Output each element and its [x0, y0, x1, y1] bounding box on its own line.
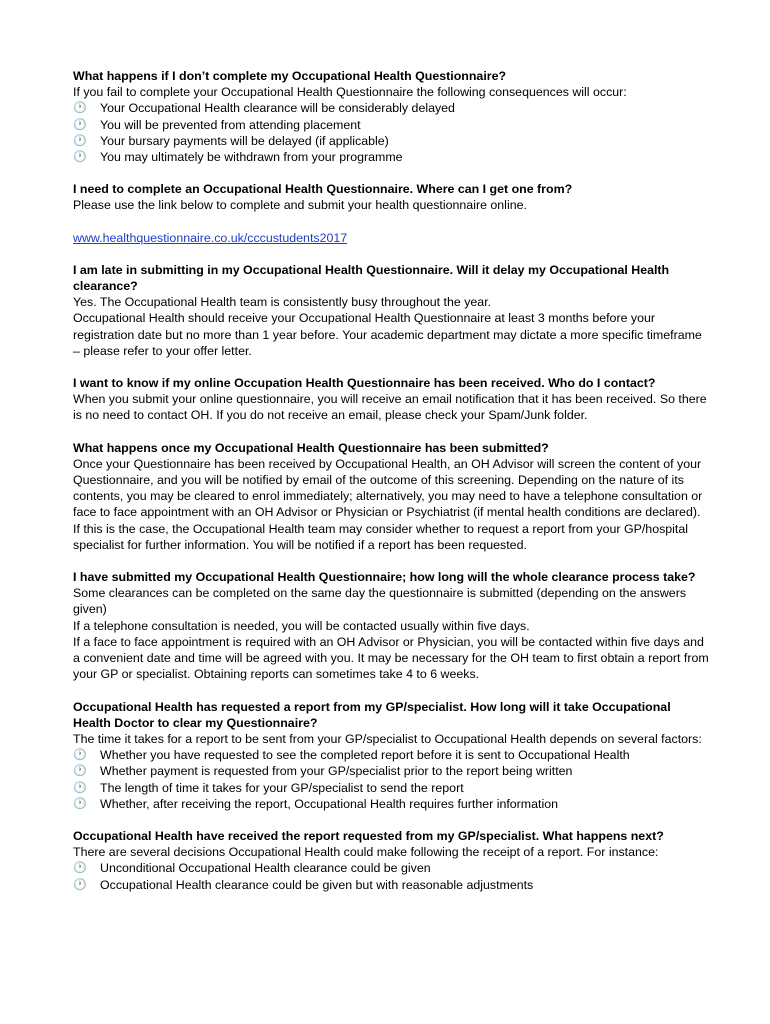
list-item: 🕐 The length of time it takes for your GP/specialist to send the report	[73, 780, 464, 795]
faq-question: I want to know if my online Occupation Health Questionnaire has been received. Who do I contact?	[73, 376, 656, 391]
faq-answer-intro: If you fail to complete your Occupational Health Questionnaire the following consequences will occur:	[73, 85, 627, 100]
list-item: 🕐 Occupational Health clearance could be given but with reasonable adjustments	[73, 877, 534, 892]
list-item: 🕐 Whether, after receiving the report, Occupational Health requires further information	[73, 796, 558, 811]
clock-icon: 🕐	[73, 877, 87, 891]
clock-icon: 🕐	[73, 764, 87, 778]
list-item: 🕐 Whether you have requested to see the completed report before it is sent to Occupational Health	[73, 748, 630, 763]
faq-answer-intro: The time it takes for a report to be sent from your GP/specialist to Occupational Health depends on several factors:	[73, 731, 702, 746]
clock-icon: 🕐	[73, 101, 87, 115]
questionnaire-link-row	[73, 230, 710, 246]
clock-icon: 🕐	[73, 150, 87, 164]
faq-question: What happens once my Occupational Health Questionnaire has been submitted?	[73, 440, 549, 455]
faq-question: Occupational Health have received the report requested from my GP/specialist. What happens next?	[73, 828, 664, 843]
faq-question: What happens if I don’t complete my Occupational Health Questionnaire?	[73, 69, 507, 83]
faq-answer: Occupational Health should receive your Occupational Health Questionnaire at least 3 months before your registration date but no more than 1 year before. Your academic department may dictate a more specific timeframe – please refer to your offer letter.	[73, 311, 702, 358]
list-item: 🕐 Whether payment is requested from your GP/specialist prior to the report being written	[73, 764, 573, 779]
faq-section-after-submission	[73, 440, 710, 553]
consequences-list	[73, 100, 710, 165]
faq-section-report-received	[73, 828, 710, 893]
faq-answer: Yes. The Occupational Health team is consistently busy throughout the year.	[73, 295, 492, 310]
faq-answer: If this is the case, the Occupational Health team may consider whether to request a report from your GP/hospital specialist for further information. You will be notified if a report has been requested.	[73, 521, 689, 552]
clock-icon: 🕐	[73, 748, 87, 762]
clock-icon: 🕐	[73, 780, 87, 794]
faq-section-where-get-questionnaire	[73, 181, 710, 213]
faq-answer: When you submit your online questionnaire, you will receive an email notification that it has been received. So there is no need to contact OH. If you do not receive an email, please check your Spam/Junk folder.	[73, 392, 707, 423]
faq-section-gp-report-duration	[73, 699, 710, 812]
faq-answer-intro: There are several decisions Occupational Health could make following the receipt of a report. For instance:	[73, 845, 659, 860]
list-item: 🕐 You will be prevented from attending placement	[73, 117, 361, 132]
faq-answer: Once your Questionnaire has been received by Occupational Health, an OH Advisor will screen the content of your Questionnaire, and you will be notified by email of the outcome of this screening. Depending on the nature of its contents, you may be cleared to enrol immediately; alternatively, you may need to have a telephone consultation or face to face appointment with an OH Advisor or Physician or Psychiatrist (if mental health conditions are declared).	[73, 456, 703, 520]
faq-section-clearance-duration	[73, 569, 710, 682]
list-item: 🕐 You may ultimately be withdrawn from your programme	[73, 150, 403, 165]
list-item: 🕐 Your bursary payments will be delayed (if applicable)	[73, 133, 389, 148]
faq-section-late-submission	[73, 262, 710, 359]
faq-section-received-confirmation	[73, 375, 710, 424]
factors-list	[73, 747, 710, 812]
faq-answer: If a telephone consultation is needed, you will be contacted usually within five days.	[73, 618, 530, 633]
faq-answer: Some clearances can be completed on the same day the questionnaire is submitted (depending on the answers given)	[73, 586, 687, 617]
faq-answer: Please use the link below to complete and submit your health questionnaire online.	[73, 198, 527, 213]
clock-icon: 🕐	[73, 796, 87, 810]
clock-icon: 🕐	[73, 861, 87, 875]
faq-section-incomplete-questionnaire	[73, 68, 710, 165]
decisions-list	[73, 860, 710, 892]
questionnaire-link[interactable]: www.healthquestionnaire.co.uk/cccustudents2017	[73, 230, 348, 245]
faq-question: I need to complete an Occupational Health Questionnaire. Where can I get one from?	[73, 182, 573, 197]
faq-question: I am late in submitting in my Occupational Health Questionnaire. Will it delay my Occupational Health clearance?	[73, 262, 670, 294]
clock-icon: 🕐	[73, 133, 87, 147]
list-item: 🕐 Your Occupational Health clearance will be considerably delayed	[73, 101, 455, 116]
faq-question: I have submitted my Occupational Health Questionnaire; how long will the whole clearance process take?	[73, 570, 696, 585]
clock-icon: 🕐	[73, 117, 87, 131]
faq-question: Occupational Health has requested a report from my GP/specialist. How long will it take Occupational Health Doctor to clear my Questionnaire?	[73, 699, 671, 730]
faq-answer: If a face to face appointment is required with an OH Advisor or Physician, you will be contacted within five days and a convenient date and time will be agreed with you. It may be necessary for the OH team to first obtain a report from your GP or specialist. Obtaining reports can sometimes take 4 to 6 weeks.	[73, 634, 709, 682]
list-item: 🕐 Unconditional Occupational Health clearance could be given	[73, 861, 431, 876]
